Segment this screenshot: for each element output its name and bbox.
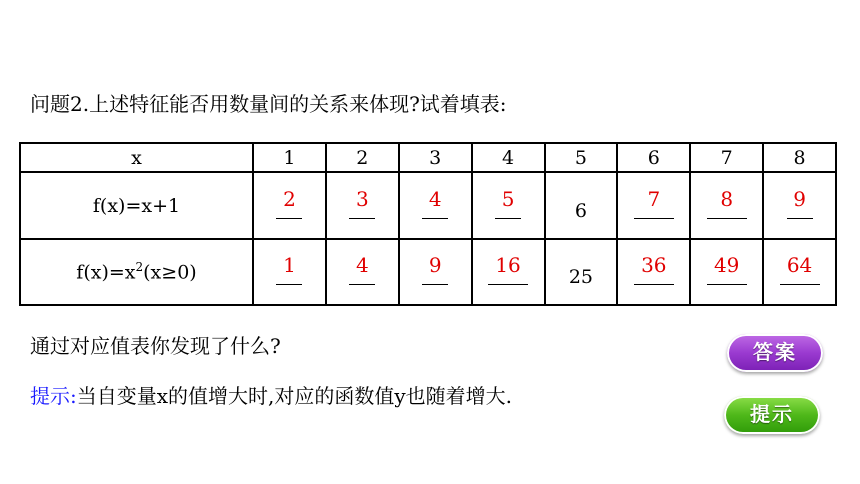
answer-blank — [707, 284, 747, 285]
answer-cell — [253, 239, 326, 305]
answer-cell — [763, 239, 836, 305]
label-prefix: f(x)=x — [76, 261, 136, 284]
answer-value: 1 — [283, 252, 296, 277]
answer-cell — [326, 172, 399, 238]
answer-cell — [617, 239, 690, 305]
answer-cell — [472, 239, 545, 305]
answer-blank — [276, 218, 302, 219]
answer-blank — [488, 284, 528, 285]
answer-blank — [780, 284, 820, 285]
answer-value: 4 — [355, 252, 369, 277]
given-value: 25 — [568, 265, 594, 288]
answer-blank — [422, 284, 448, 285]
answer-cell — [399, 239, 472, 305]
answer-value: 3 — [355, 186, 369, 211]
row-label-linear: f(x)=x+1 — [20, 172, 253, 238]
table-row-linear — [20, 172, 836, 238]
answer-cell — [763, 172, 836, 238]
answer-blank — [707, 218, 747, 219]
followup-question: 通过对应值表你发现了什么? — [30, 334, 281, 358]
hint-body: 当自变量x的值增大时,对应的函数值y也随着增大. — [76, 384, 513, 408]
answer-blank — [276, 284, 302, 285]
question-text: 问题2.上述特征能否用数量间的关系来体现?试着填表: — [30, 92, 507, 116]
x-cell: 1 — [253, 143, 326, 172]
answer-blank — [634, 218, 674, 219]
answer-value: 8 — [720, 186, 734, 211]
answer-blank — [634, 284, 674, 285]
row-label-x: x — [20, 143, 253, 172]
given-value: 6 — [574, 199, 587, 222]
answer-value: 64 — [786, 252, 813, 277]
answer-value: 5 — [501, 186, 515, 211]
answer-cell — [617, 172, 690, 238]
x-cell: 8 — [763, 143, 836, 172]
answer-button[interactable]: 答案 — [727, 334, 823, 372]
label-suffix: (x≥0) — [143, 261, 197, 284]
answer-value: 9 — [793, 186, 806, 211]
row-label-square — [20, 239, 253, 305]
answer-cell — [399, 172, 472, 238]
hint-text — [30, 380, 512, 409]
answer-blank — [495, 218, 521, 219]
x-cell: 3 — [399, 143, 472, 172]
given-cell — [545, 172, 618, 238]
table-row-x — [20, 143, 836, 172]
given-cell — [545, 239, 618, 305]
table-row-square — [20, 239, 836, 305]
value-table — [19, 142, 837, 306]
hint-label: 提示: — [30, 384, 77, 408]
answer-value: 36 — [641, 252, 667, 277]
x-cell: 7 — [690, 143, 763, 172]
x-cell: 5 — [545, 143, 618, 172]
label-exponent: 2 — [135, 260, 144, 275]
answer-cell — [690, 172, 763, 238]
answer-value: 2 — [283, 186, 296, 211]
answer-cell — [253, 172, 326, 238]
answer-blank — [349, 284, 375, 285]
answer-value: 9 — [428, 252, 442, 277]
answer-cell — [472, 172, 545, 238]
x-cell: 4 — [472, 143, 545, 172]
answer-value: 4 — [428, 186, 442, 211]
x-cell: 6 — [617, 143, 690, 172]
answer-blank — [349, 218, 375, 219]
answer-cell — [690, 239, 763, 305]
answer-value: 7 — [647, 186, 661, 211]
answer-value: 16 — [495, 252, 521, 277]
x-cell: 2 — [326, 143, 399, 172]
answer-blank — [787, 218, 813, 219]
answer-value: 49 — [713, 252, 740, 277]
answer-cell — [326, 239, 399, 305]
answer-blank — [422, 218, 448, 219]
hint-button[interactable]: 提示 — [724, 396, 820, 434]
